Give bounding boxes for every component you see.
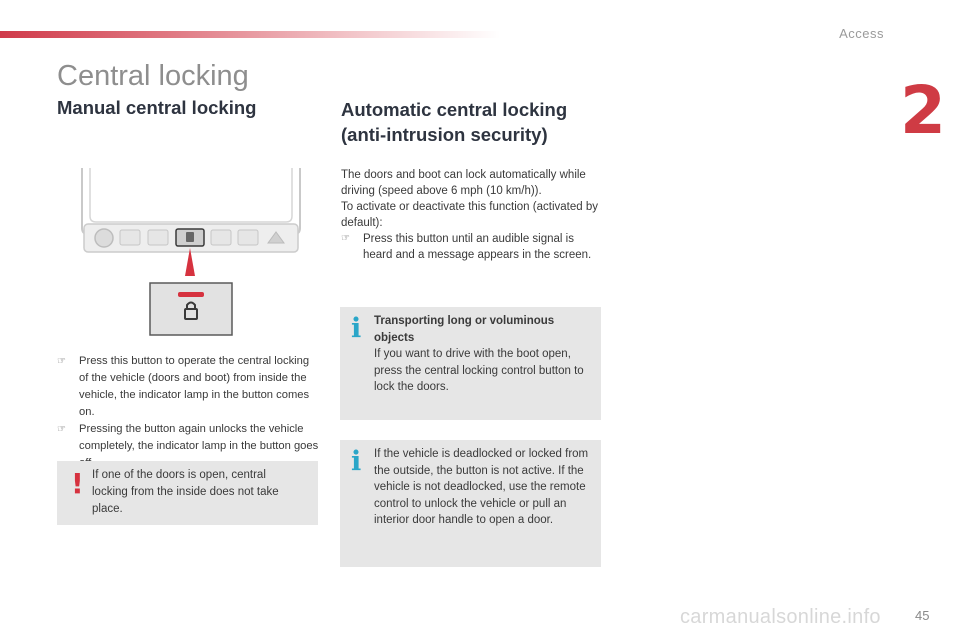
automatic-locking-description — [341, 167, 606, 263]
instruction-item — [341, 231, 606, 263]
info-title: Transporting long or voluminous objects — [374, 315, 555, 344]
pointing-hand-icon: ☞ — [57, 356, 66, 367]
instruction-text: Press this button to operate the central locking of the vehicle (doors and boot) from inside the vehicle, the indicator lamp in the button comes on. — [79, 355, 310, 418]
warning-box — [57, 461, 318, 525]
watermark: carmanualsonline.info — [680, 606, 881, 628]
chapter-number: 2 — [900, 72, 946, 149]
page-number: 45 — [915, 608, 930, 623]
page-title: Central locking — [57, 60, 249, 92]
automatic-locking-heading-line2: (anti-intrusion security) — [341, 124, 548, 145]
automatic-locking-para1: The doors and boot can lock automatically while driving (speed above 6 mph (10 km/h)). — [341, 169, 586, 197]
info-body: If you want to drive with the boot open, press the central locking control button to lock the doors. — [374, 348, 584, 393]
info-icon: i — [351, 313, 362, 344]
automatic-locking-para2: To activate or deactivate this function (activated by default): — [341, 201, 598, 229]
info-icon: i — [351, 446, 362, 477]
automatic-locking-heading-line1: Automatic central locking — [341, 99, 568, 120]
dashboard-panel — [82, 168, 300, 252]
warning-icon: ! — [71, 467, 84, 500]
pointing-hand-icon: ☞ — [341, 233, 350, 244]
info-body: If the vehicle is deadlocked or locked from the outside, the button is not active. If the vehicle is not deadlocked, use the remote control to unlock the vehicle or pull an interior door handle to open a door. — [374, 448, 589, 526]
instruction-text: Press this button until an audible signal is heard and a message appears in the screen. — [363, 233, 592, 261]
manual-locking-heading: Manual central locking — [57, 97, 257, 118]
lock-button-closeup — [150, 283, 232, 335]
header-color-bar — [0, 31, 500, 38]
warning-text: If one of the doors is open, central locking from the inside does not take place. — [92, 469, 279, 515]
manual-locking-instructions — [57, 353, 319, 472]
info-content — [374, 313, 592, 396]
info-box-deadlocked — [340, 440, 601, 567]
central-locking-button-illustration — [78, 168, 303, 343]
pointing-hand-icon: ☞ — [57, 424, 66, 435]
info-box-long-objects — [340, 307, 601, 420]
automatic-locking-heading — [341, 97, 567, 147]
section-name: Access — [839, 26, 884, 41]
instruction-item — [57, 353, 319, 421]
instruction-text: Pressing the button again unlocks the vehicle completely, the indicator lamp in the button goes — [79, 423, 319, 452]
